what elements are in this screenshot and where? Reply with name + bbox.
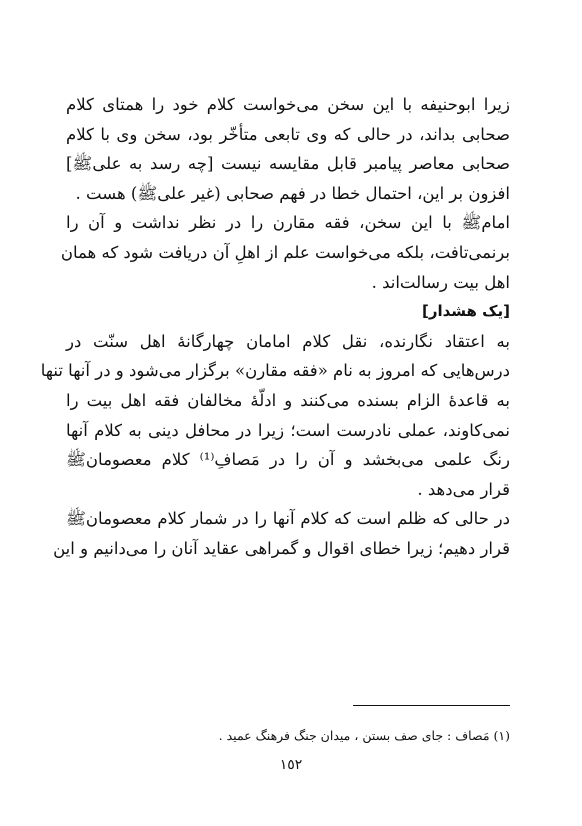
footnote: (١) مَصاف : جای صف بستن ، میدان جنگ فرهنگ عمید . [218, 727, 510, 743]
text-line: افزون بر این، احتمال خطا در فهم صحابی (غیر علیﷺ) هست . [75, 183, 510, 203]
footnote-divider [353, 705, 510, 706]
text-line: صحابی بداند، در حالی که وی تابعی متأخّر بود، سخن وی با کلام [66, 124, 510, 144]
text-line: قرار دهیم؛ زیرا خطای اقوال و گمراهی عقاید آنان را می‌دانیم و این [53, 538, 510, 558]
text-line: در حالی که ظلم است که کلام آنها را در شمار کلام معصومانﷺ [66, 509, 510, 529]
text-line: اهل بیت رسالت‌اند . [371, 272, 510, 292]
paragraph-1 [66, 90, 510, 208]
paragraph-4 [53, 504, 510, 563]
section-heading: [یک هشدار] [421, 302, 510, 321]
text-line: برنمی‌تافت، بلکه می‌خواست علم از اهلِ آن دریافت شود که همان [60, 242, 510, 262]
text-line: به قاعدهٔ الزام بسنده می‌کنند و ادلّهٔ مخالفان فقه اهل بیت را [66, 390, 510, 410]
text-line: قرار می‌دهد . [417, 479, 510, 499]
text-line: امامﷺ با این سخن، فقه مقارن را در نظر نداشت و آن را [66, 213, 510, 233]
text-line: زیرا ابوحنیفه با این سخن می‌خواست کلام خود را همتای کلام [66, 95, 510, 114]
paragraph-2 [60, 208, 510, 297]
text-line: نمی‌کاوند، عملی نادرست است؛ زیرا در محافل دینی به کلام آنها [66, 420, 510, 440]
paragraph-3 [40, 327, 510, 505]
text-line: به اعتقاد نگارنده، نقل کلام امامان چهارگانهٔ اهل سنّت در [66, 331, 510, 351]
text-line: درس‌هایی که امروز به نام «فقه مقارن» برگزار می‌شود و در آنها تنها [40, 361, 510, 381]
text-line: صحابی معاصر پیامبر قابل مقایسه نیست [چه رسد به علیﷺ] [66, 154, 510, 174]
text-line: رنگ علمی می‌بخشد و آن را در مَصافِ⁽¹⁾ کلام معصومانﷺ [66, 450, 510, 470]
page-number: ١٥٢ [279, 757, 303, 773]
